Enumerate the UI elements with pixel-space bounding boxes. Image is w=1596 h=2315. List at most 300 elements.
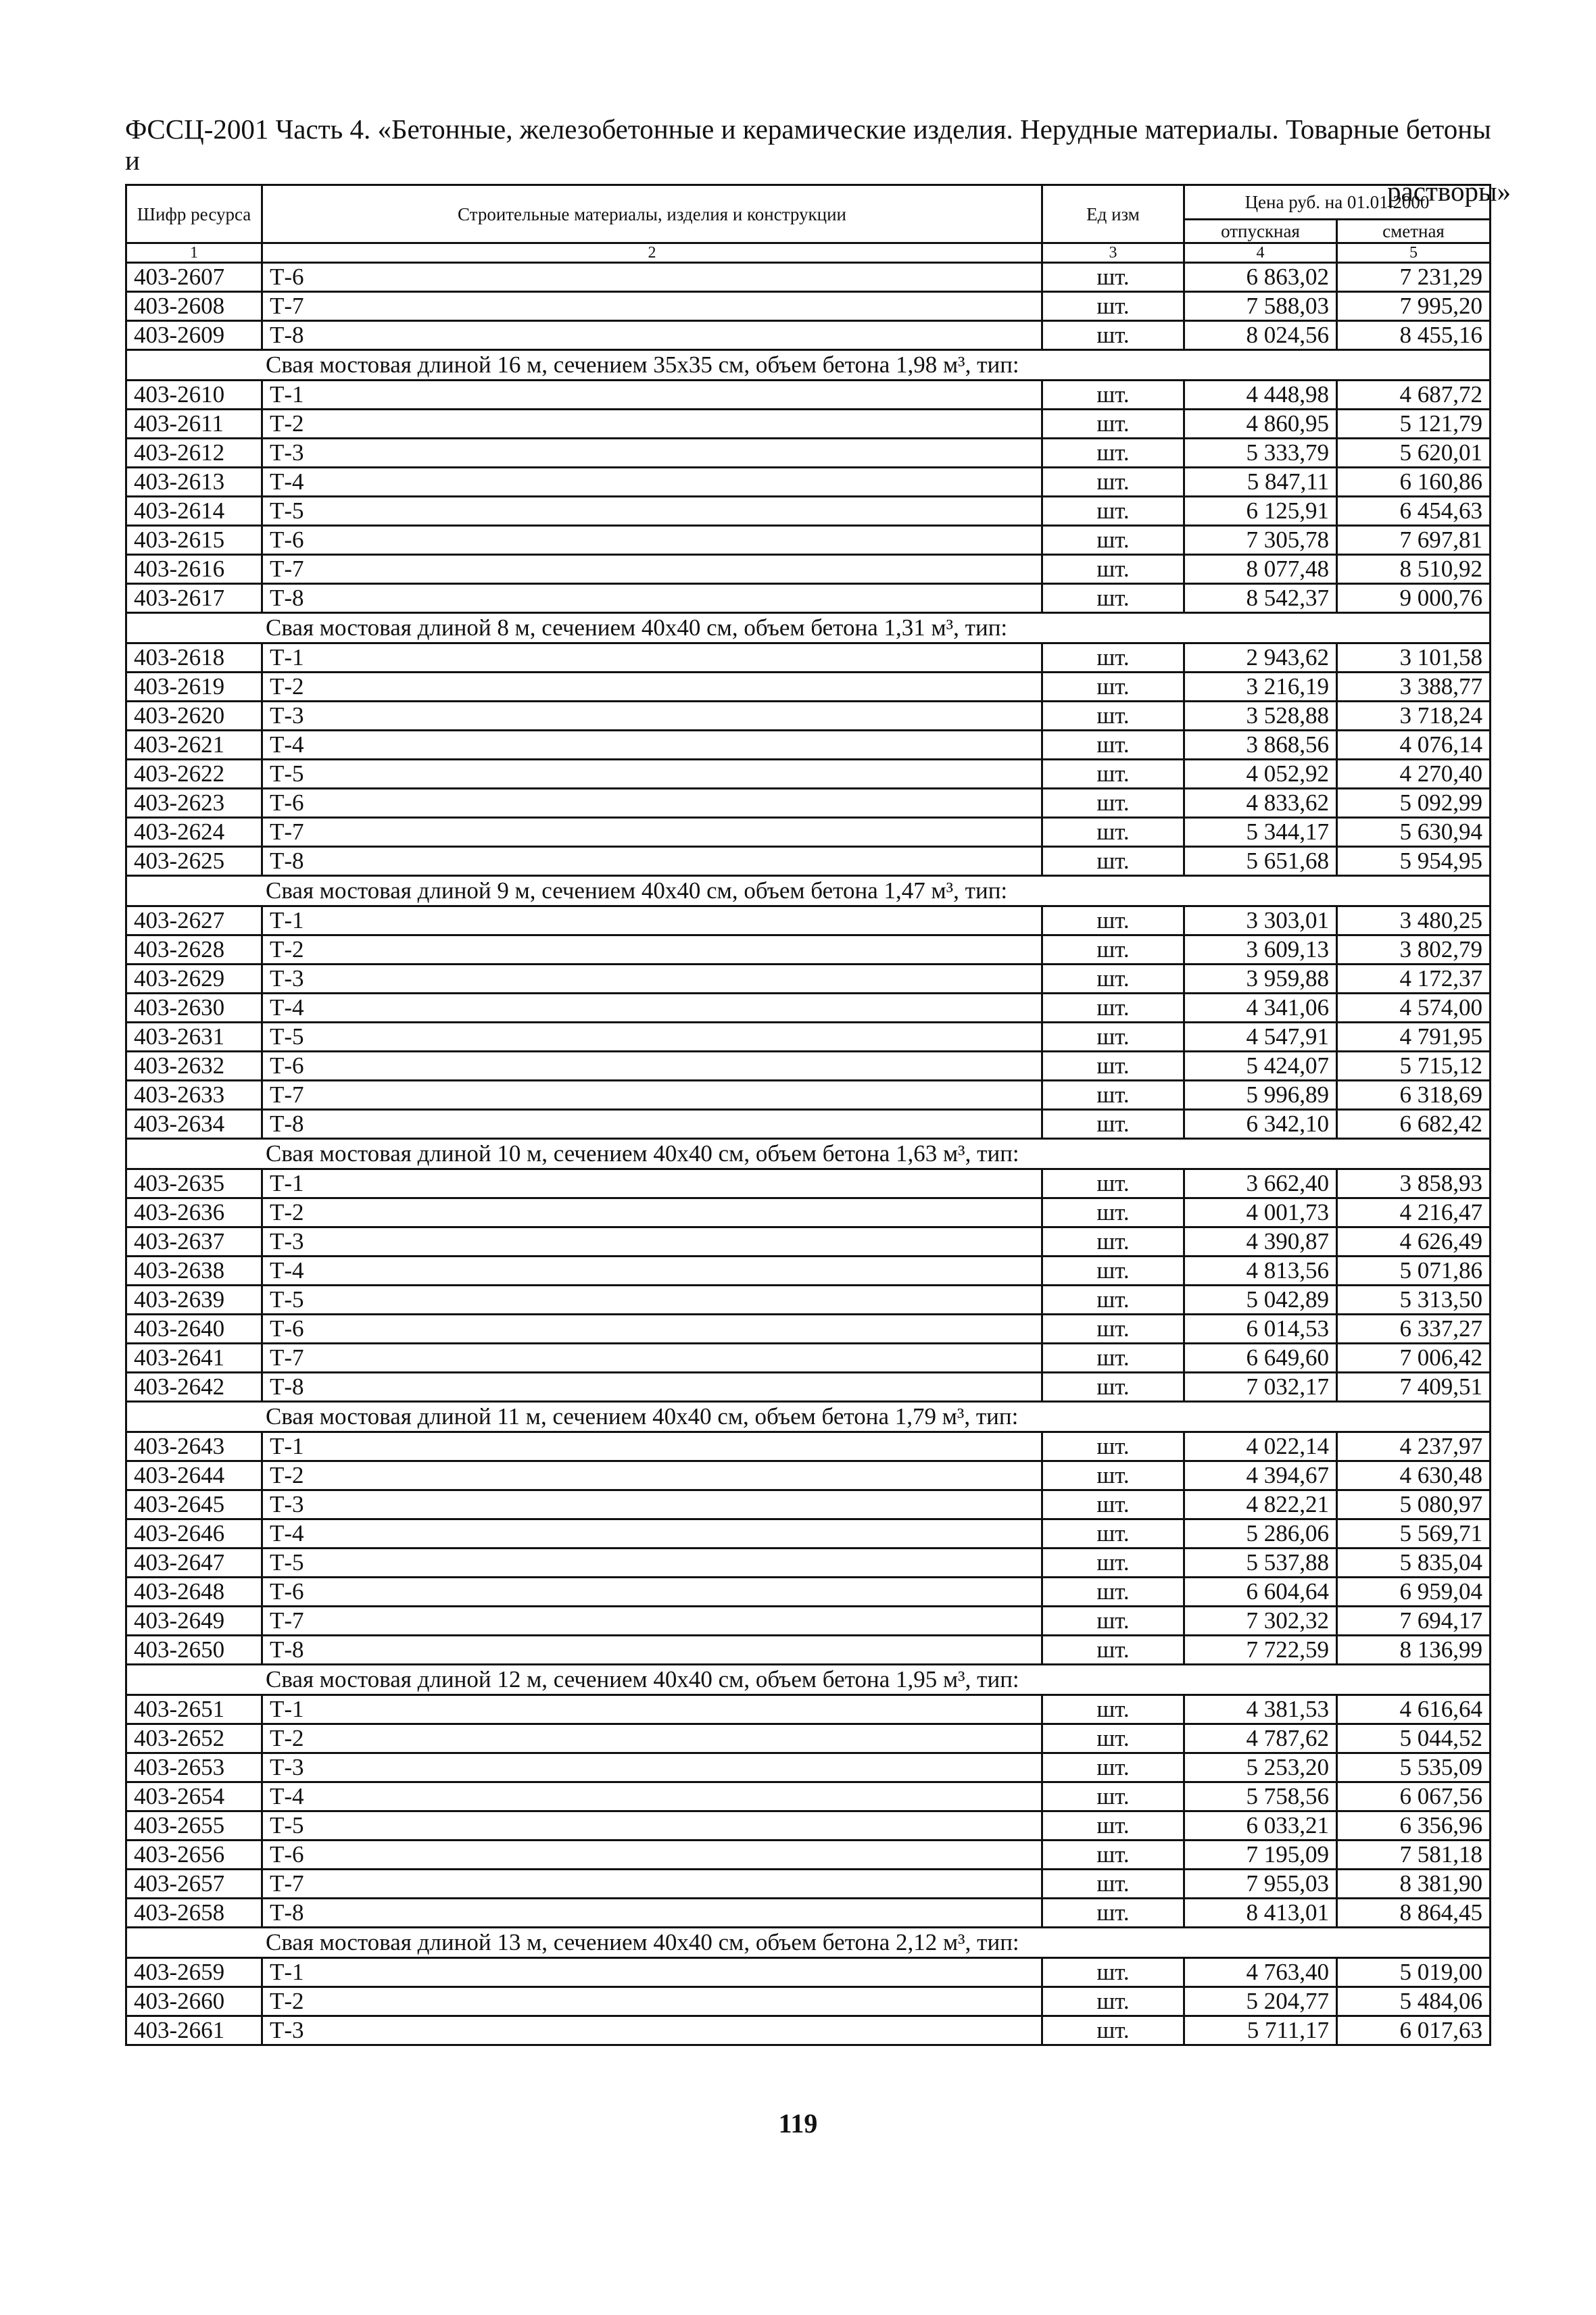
price-table <box>125 184 1491 2046</box>
section-title: Свая мостовая длиной 8 м, сечением 40х40 см, объем бетона 1,31 м³, тип: <box>126 613 1491 643</box>
cell-price-estimate: 9 000,76 <box>1337 584 1491 613</box>
column-number: 5 <box>1337 243 1491 263</box>
cell-unit: шт. <box>1042 381 1184 410</box>
cell-name: Т-4 <box>262 1519 1042 1549</box>
cell-unit: шт. <box>1042 1987 1184 2016</box>
cell-code: 403-2627 <box>126 906 262 935</box>
cell-price-release: 4 001,73 <box>1184 1198 1337 1227</box>
cell-price-estimate: 5 313,50 <box>1337 1286 1491 1315</box>
table-row <box>126 1461 1491 1490</box>
cell-unit: шт. <box>1042 1198 1184 1227</box>
cell-price-release: 5 758,56 <box>1184 1782 1337 1811</box>
cell-price-estimate: 3 858,93 <box>1337 1169 1491 1198</box>
cell-name: Т-8 <box>262 1373 1042 1402</box>
cell-price-estimate: 5 954,95 <box>1337 847 1491 876</box>
cell-price-release: 7 588,03 <box>1184 292 1337 321</box>
cell-price-estimate: 5 630,94 <box>1337 818 1491 847</box>
table-row <box>126 1169 1491 1198</box>
cell-unit: шт. <box>1042 1432 1184 1461</box>
cell-price-estimate: 7 409,51 <box>1337 1373 1491 1402</box>
cell-name: Т-4 <box>262 1782 1042 1811</box>
cell-unit: шт. <box>1042 1519 1184 1549</box>
cell-unit: шт. <box>1042 1958 1184 1987</box>
column-number: 1 <box>126 243 262 263</box>
cell-price-estimate: 5 044,52 <box>1337 1724 1491 1753</box>
cell-unit: шт. <box>1042 673 1184 702</box>
cell-unit: шт. <box>1042 1344 1184 1373</box>
cell-name: Т-3 <box>262 1490 1042 1519</box>
cell-unit: шт. <box>1042 965 1184 994</box>
section-row <box>126 613 1491 643</box>
table-row <box>126 1198 1491 1227</box>
cell-price-release: 8 542,37 <box>1184 584 1337 613</box>
cell-unit: шт. <box>1042 643 1184 673</box>
table-row <box>126 702 1491 731</box>
cell-code: 403-2635 <box>126 1169 262 1198</box>
cell-code: 403-2652 <box>126 1724 262 1753</box>
table-row <box>126 1958 1491 1987</box>
cell-price-release: 3 528,88 <box>1184 702 1337 731</box>
cell-price-estimate: 6 959,04 <box>1337 1578 1491 1607</box>
cell-unit: шт. <box>1042 526 1184 555</box>
table-row <box>126 439 1491 468</box>
cell-price-release: 4 547,91 <box>1184 1023 1337 1052</box>
cell-code: 403-2615 <box>126 526 262 555</box>
table-row <box>126 847 1491 876</box>
table-row <box>126 906 1491 935</box>
cell-code: 403-2645 <box>126 1490 262 1519</box>
table-row <box>126 1081 1491 1110</box>
section-row <box>126 1402 1491 1432</box>
cell-code: 403-2648 <box>126 1578 262 1607</box>
cell-unit: шт. <box>1042 1607 1184 1636</box>
cell-price-release: 6 649,60 <box>1184 1344 1337 1373</box>
cell-price-estimate: 5 121,79 <box>1337 410 1491 439</box>
cell-code: 403-2659 <box>126 1958 262 1987</box>
cell-unit: шт. <box>1042 847 1184 876</box>
table-row <box>126 994 1491 1023</box>
cell-code: 403-2641 <box>126 1344 262 1373</box>
cell-unit: шт. <box>1042 1490 1184 1519</box>
table-row <box>126 1110 1491 1139</box>
cell-unit: шт. <box>1042 1227 1184 1257</box>
cell-name: Т-6 <box>262 789 1042 818</box>
table-row <box>126 760 1491 789</box>
table-row <box>126 1257 1491 1286</box>
cell-unit: шт. <box>1042 292 1184 321</box>
cell-unit: шт. <box>1042 1753 1184 1782</box>
cell-name: Т-4 <box>262 994 1042 1023</box>
cell-unit: шт. <box>1042 1549 1184 1578</box>
cell-unit: шт. <box>1042 468 1184 497</box>
cell-price-release: 6 604,64 <box>1184 1578 1337 1607</box>
cell-code: 403-2633 <box>126 1081 262 1110</box>
cell-price-estimate: 6 160,86 <box>1337 468 1491 497</box>
cell-price-release: 4 394,67 <box>1184 1461 1337 1490</box>
cell-name: Т-7 <box>262 1607 1042 1636</box>
cell-code: 403-2653 <box>126 1753 262 1782</box>
cell-code: 403-2647 <box>126 1549 262 1578</box>
cell-price-estimate: 4 216,47 <box>1337 1198 1491 1227</box>
header-name: Строительные материалы, изделия и конструкции <box>262 185 1042 243</box>
cell-code: 403-2639 <box>126 1286 262 1315</box>
cell-price-release: 4 763,40 <box>1184 1958 1337 1987</box>
page-number: 119 <box>778 2108 818 2139</box>
cell-price-release: 3 216,19 <box>1184 673 1337 702</box>
cell-price-estimate: 4 626,49 <box>1337 1227 1491 1257</box>
cell-unit: шт. <box>1042 584 1184 613</box>
cell-code: 403-2655 <box>126 1811 262 1841</box>
cell-price-estimate: 5 569,71 <box>1337 1519 1491 1549</box>
cell-unit: шт. <box>1042 1023 1184 1052</box>
cell-price-estimate: 4 076,14 <box>1337 731 1491 760</box>
cell-price-estimate: 5 080,97 <box>1337 1490 1491 1519</box>
cell-price-estimate: 4 237,97 <box>1337 1432 1491 1461</box>
cell-name: Т-6 <box>262 263 1042 292</box>
cell-code: 403-2640 <box>126 1315 262 1344</box>
cell-price-estimate: 7 006,42 <box>1337 1344 1491 1373</box>
cell-unit: шт. <box>1042 1315 1184 1344</box>
table-row <box>126 1519 1491 1549</box>
cell-code: 403-2623 <box>126 789 262 818</box>
section-title: Свая мостовая длиной 9 м, сечением 40х40 см, объем бетона 1,47 м³, тип: <box>126 876 1491 906</box>
cell-unit: шт. <box>1042 789 1184 818</box>
table-row <box>126 935 1491 965</box>
cell-code: 403-2631 <box>126 1023 262 1052</box>
cell-unit: шт. <box>1042 1578 1184 1607</box>
cell-unit: шт. <box>1042 410 1184 439</box>
cell-code: 403-2619 <box>126 673 262 702</box>
cell-price-estimate: 5 092,99 <box>1337 789 1491 818</box>
cell-name: Т-7 <box>262 555 1042 584</box>
cell-price-estimate: 8 381,90 <box>1337 1870 1491 1899</box>
cell-unit: шт. <box>1042 935 1184 965</box>
cell-price-release: 5 847,11 <box>1184 468 1337 497</box>
table-row <box>126 526 1491 555</box>
cell-price-release: 4 813,56 <box>1184 1257 1337 1286</box>
cell-price-release: 7 955,03 <box>1184 1870 1337 1899</box>
section-row <box>126 350 1491 381</box>
cell-price-estimate: 8 864,45 <box>1337 1899 1491 1928</box>
cell-price-estimate: 5 620,01 <box>1337 439 1491 468</box>
cell-name: Т-4 <box>262 731 1042 760</box>
cell-unit: шт. <box>1042 1110 1184 1139</box>
table-row <box>126 1841 1491 1870</box>
cell-name: Т-2 <box>262 935 1042 965</box>
cell-price-release: 3 303,01 <box>1184 906 1337 935</box>
cell-unit: шт. <box>1042 497 1184 526</box>
cell-price-release: 4 341,06 <box>1184 994 1337 1023</box>
column-number: 3 <box>1042 243 1184 263</box>
cell-name: Т-2 <box>262 1198 1042 1227</box>
cell-price-release: 3 868,56 <box>1184 731 1337 760</box>
cell-name: Т-2 <box>262 410 1042 439</box>
cell-name: Т-7 <box>262 1344 1042 1373</box>
header-title-line-2: растворы» <box>1387 176 1511 207</box>
table-row <box>126 1870 1491 1899</box>
cell-code: 403-2651 <box>126 1695 262 1724</box>
cell-name: Т-5 <box>262 1023 1042 1052</box>
cell-price-estimate: 8 455,16 <box>1337 321 1491 350</box>
header-price-estimate: сметная <box>1337 220 1491 243</box>
cell-price-release: 2 943,62 <box>1184 643 1337 673</box>
cell-price-release: 5 286,06 <box>1184 1519 1337 1549</box>
cell-code: 403-2638 <box>126 1257 262 1286</box>
cell-price-estimate: 5 535,09 <box>1337 1753 1491 1782</box>
cell-code: 403-2629 <box>126 965 262 994</box>
cell-unit: шт. <box>1042 2016 1184 2045</box>
cell-name: Т-1 <box>262 906 1042 935</box>
cell-code: 403-2660 <box>126 1987 262 2016</box>
cell-name: Т-7 <box>262 1870 1042 1899</box>
table-row <box>126 1899 1491 1928</box>
cell-unit: шт. <box>1042 1257 1184 1286</box>
cell-name: Т-3 <box>262 965 1042 994</box>
cell-name: Т-7 <box>262 818 1042 847</box>
table-row <box>126 381 1491 410</box>
table-row <box>126 555 1491 584</box>
cell-unit: шт. <box>1042 818 1184 847</box>
table-row <box>126 292 1491 321</box>
cell-price-release: 8 024,56 <box>1184 321 1337 350</box>
cell-name: Т-7 <box>262 292 1042 321</box>
cell-code: 403-2610 <box>126 381 262 410</box>
header-price-group: Цена руб. на 01.01.2000 <box>1184 185 1491 220</box>
cell-name: Т-5 <box>262 760 1042 789</box>
cell-price-estimate: 4 270,40 <box>1337 760 1491 789</box>
cell-price-estimate: 6 318,69 <box>1337 1081 1491 1110</box>
cell-price-release: 4 390,87 <box>1184 1227 1337 1257</box>
cell-unit: шт. <box>1042 1461 1184 1490</box>
table-row <box>126 1549 1491 1578</box>
cell-code: 403-2630 <box>126 994 262 1023</box>
cell-code: 403-2621 <box>126 731 262 760</box>
cell-unit: шт. <box>1042 1695 1184 1724</box>
cell-code: 403-2658 <box>126 1899 262 1928</box>
section-title: Свая мостовая длиной 16 м, сечением 35х35 см, объем бетона 1,98 м³, тип: <box>126 350 1491 381</box>
cell-unit: шт. <box>1042 1899 1184 1928</box>
table-row <box>126 1636 1491 1665</box>
cell-unit: шт. <box>1042 1636 1184 1665</box>
cell-code: 403-2612 <box>126 439 262 468</box>
cell-name: Т-3 <box>262 1753 1042 1782</box>
table-row <box>126 1052 1491 1081</box>
cell-code: 403-2614 <box>126 497 262 526</box>
cell-unit: шт. <box>1042 1811 1184 1841</box>
cell-name: Т-3 <box>262 1227 1042 1257</box>
cell-price-estimate: 7 581,18 <box>1337 1841 1491 1870</box>
cell-name: Т-1 <box>262 1432 1042 1461</box>
cell-price-release: 5 537,88 <box>1184 1549 1337 1578</box>
header-code: Шифр ресурса <box>126 185 262 243</box>
cell-name: Т-1 <box>262 1958 1042 1987</box>
table-row <box>126 321 1491 350</box>
table-row <box>126 1811 1491 1841</box>
cell-price-release: 4 822,21 <box>1184 1490 1337 1519</box>
cell-name: Т-8 <box>262 321 1042 350</box>
table-row <box>126 789 1491 818</box>
table-row <box>126 1695 1491 1724</box>
cell-code: 403-2644 <box>126 1461 262 1490</box>
column-number-row <box>126 243 1491 263</box>
cell-price-estimate: 5 019,00 <box>1337 1958 1491 1987</box>
cell-price-estimate: 8 136,99 <box>1337 1636 1491 1665</box>
table-header-row <box>126 185 1491 220</box>
table-row <box>126 1315 1491 1344</box>
cell-price-estimate: 6 454,63 <box>1337 497 1491 526</box>
header-title-line-1: ФССЦ-2001 Часть 4. «Бетонные, железобетонные и керамические изделия. Нерудные материалы. Товарные бетоны и <box>125 114 1491 176</box>
cell-code: 403-2637 <box>126 1227 262 1257</box>
table-row <box>126 818 1491 847</box>
cell-unit: шт. <box>1042 702 1184 731</box>
cell-price-estimate: 3 802,79 <box>1337 935 1491 965</box>
cell-code: 403-2642 <box>126 1373 262 1402</box>
cell-price-release: 6 014,53 <box>1184 1315 1337 1344</box>
cell-unit: шт. <box>1042 1373 1184 1402</box>
cell-price-estimate: 7 995,20 <box>1337 292 1491 321</box>
section-row <box>126 876 1491 906</box>
table-row <box>126 1490 1491 1519</box>
cell-name: Т-5 <box>262 497 1042 526</box>
cell-price-release: 4 448,98 <box>1184 381 1337 410</box>
cell-unit: шт. <box>1042 263 1184 292</box>
cell-price-release: 5 996,89 <box>1184 1081 1337 1110</box>
cell-name: Т-6 <box>262 1578 1042 1607</box>
cell-price-estimate: 6 337,27 <box>1337 1315 1491 1344</box>
cell-price-estimate: 4 791,95 <box>1337 1023 1491 1052</box>
cell-price-estimate: 3 101,58 <box>1337 643 1491 673</box>
header-unit: Ед изм <box>1042 185 1184 243</box>
cell-name: Т-6 <box>262 1841 1042 1870</box>
cell-name: Т-1 <box>262 1695 1042 1724</box>
cell-unit: шт. <box>1042 1782 1184 1811</box>
table-row <box>126 1286 1491 1315</box>
cell-code: 403-2656 <box>126 1841 262 1870</box>
cell-price-estimate: 6 017,63 <box>1337 2016 1491 2045</box>
table-row <box>126 584 1491 613</box>
cell-price-release: 4 787,62 <box>1184 1724 1337 1753</box>
cell-price-release: 6 863,02 <box>1184 263 1337 292</box>
cell-price-release: 5 204,77 <box>1184 1987 1337 2016</box>
table-row <box>126 263 1491 292</box>
cell-name: Т-3 <box>262 439 1042 468</box>
cell-price-release: 8 077,48 <box>1184 555 1337 584</box>
cell-price-estimate: 8 510,92 <box>1337 555 1491 584</box>
cell-price-release: 7 195,09 <box>1184 1841 1337 1870</box>
cell-code: 403-2624 <box>126 818 262 847</box>
cell-price-release: 5 711,17 <box>1184 2016 1337 2045</box>
table-row <box>126 965 1491 994</box>
cell-code: 403-2611 <box>126 410 262 439</box>
cell-price-release: 8 413,01 <box>1184 1899 1337 1928</box>
cell-name: Т-8 <box>262 1636 1042 1665</box>
cell-name: Т-8 <box>262 1110 1042 1139</box>
cell-name: Т-8 <box>262 1899 1042 1928</box>
cell-name: Т-2 <box>262 1987 1042 2016</box>
cell-name: Т-5 <box>262 1549 1042 1578</box>
cell-price-estimate: 6 067,56 <box>1337 1782 1491 1811</box>
cell-unit: шт. <box>1042 555 1184 584</box>
cell-price-release: 4 833,62 <box>1184 789 1337 818</box>
table-row <box>126 497 1491 526</box>
cell-unit: шт. <box>1042 1724 1184 1753</box>
cell-unit: шт. <box>1042 1870 1184 1899</box>
table-row <box>126 1578 1491 1607</box>
cell-code: 403-2620 <box>126 702 262 731</box>
cell-price-release: 5 042,89 <box>1184 1286 1337 1315</box>
cell-name: Т-6 <box>262 526 1042 555</box>
cell-price-estimate: 4 630,48 <box>1337 1461 1491 1490</box>
table-row <box>126 1023 1491 1052</box>
table-row <box>126 410 1491 439</box>
cell-price-release: 3 609,13 <box>1184 935 1337 965</box>
cell-code: 403-2628 <box>126 935 262 965</box>
table-row <box>126 2016 1491 2045</box>
cell-code: 403-2616 <box>126 555 262 584</box>
cell-code: 403-2609 <box>126 321 262 350</box>
cell-name: Т-3 <box>262 702 1042 731</box>
cell-name: Т-5 <box>262 1286 1042 1315</box>
cell-price-estimate: 7 697,81 <box>1337 526 1491 555</box>
header-price-release: отпускная <box>1184 220 1337 243</box>
table-row <box>126 1753 1491 1782</box>
cell-price-release: 7 302,32 <box>1184 1607 1337 1636</box>
table-row <box>126 1724 1491 1753</box>
cell-name: Т-7 <box>262 1081 1042 1110</box>
cell-name: Т-4 <box>262 468 1042 497</box>
cell-code: 403-2654 <box>126 1782 262 1811</box>
cell-name: Т-6 <box>262 1052 1042 1081</box>
cell-code: 403-2650 <box>126 1636 262 1665</box>
table-row <box>126 1432 1491 1461</box>
cell-code: 403-2622 <box>126 760 262 789</box>
cell-code: 403-2613 <box>126 468 262 497</box>
section-title: Свая мостовая длиной 12 м, сечением 40х40 см, объем бетона 1,95 м³, тип: <box>126 1665 1491 1695</box>
cell-price-release: 6 033,21 <box>1184 1811 1337 1841</box>
cell-price-release: 6 342,10 <box>1184 1110 1337 1139</box>
cell-code: 403-2661 <box>126 2016 262 2045</box>
cell-price-estimate: 6 682,42 <box>1337 1110 1491 1139</box>
cell-name: Т-6 <box>262 1315 1042 1344</box>
table-row <box>126 1373 1491 1402</box>
price-table-body <box>126 185 1491 2045</box>
cell-unit: шт. <box>1042 321 1184 350</box>
cell-unit: шт. <box>1042 439 1184 468</box>
cell-price-release: 7 305,78 <box>1184 526 1337 555</box>
table-row <box>126 1987 1491 2016</box>
section-title: Свая мостовая длиной 10 м, сечением 40х40 см, объем бетона 1,63 м³, тип: <box>126 1139 1491 1169</box>
cell-unit: шт. <box>1042 1052 1184 1081</box>
cell-price-release: 5 253,20 <box>1184 1753 1337 1782</box>
cell-code: 403-2636 <box>126 1198 262 1227</box>
cell-unit: шт. <box>1042 1169 1184 1198</box>
section-title: Свая мостовая длиной 13 м, сечением 40х40 см, объем бетона 2,12 м³, тип: <box>126 1928 1491 1958</box>
cell-unit: шт. <box>1042 760 1184 789</box>
cell-code: 403-2657 <box>126 1870 262 1899</box>
cell-name: Т-3 <box>262 2016 1042 2045</box>
cell-code: 403-2625 <box>126 847 262 876</box>
cell-price-estimate: 4 616,64 <box>1337 1695 1491 1724</box>
cell-price-release: 5 424,07 <box>1184 1052 1337 1081</box>
cell-price-release: 6 125,91 <box>1184 497 1337 526</box>
cell-name: Т-8 <box>262 584 1042 613</box>
cell-price-estimate: 7 231,29 <box>1337 263 1491 292</box>
cell-code: 403-2643 <box>126 1432 262 1461</box>
section-title: Свая мостовая длиной 11 м, сечением 40х40 см, объем бетона 1,79 м³, тип: <box>126 1402 1491 1432</box>
cell-code: 403-2608 <box>126 292 262 321</box>
cell-name: Т-2 <box>262 1724 1042 1753</box>
cell-price-estimate: 5 484,06 <box>1337 1987 1491 2016</box>
